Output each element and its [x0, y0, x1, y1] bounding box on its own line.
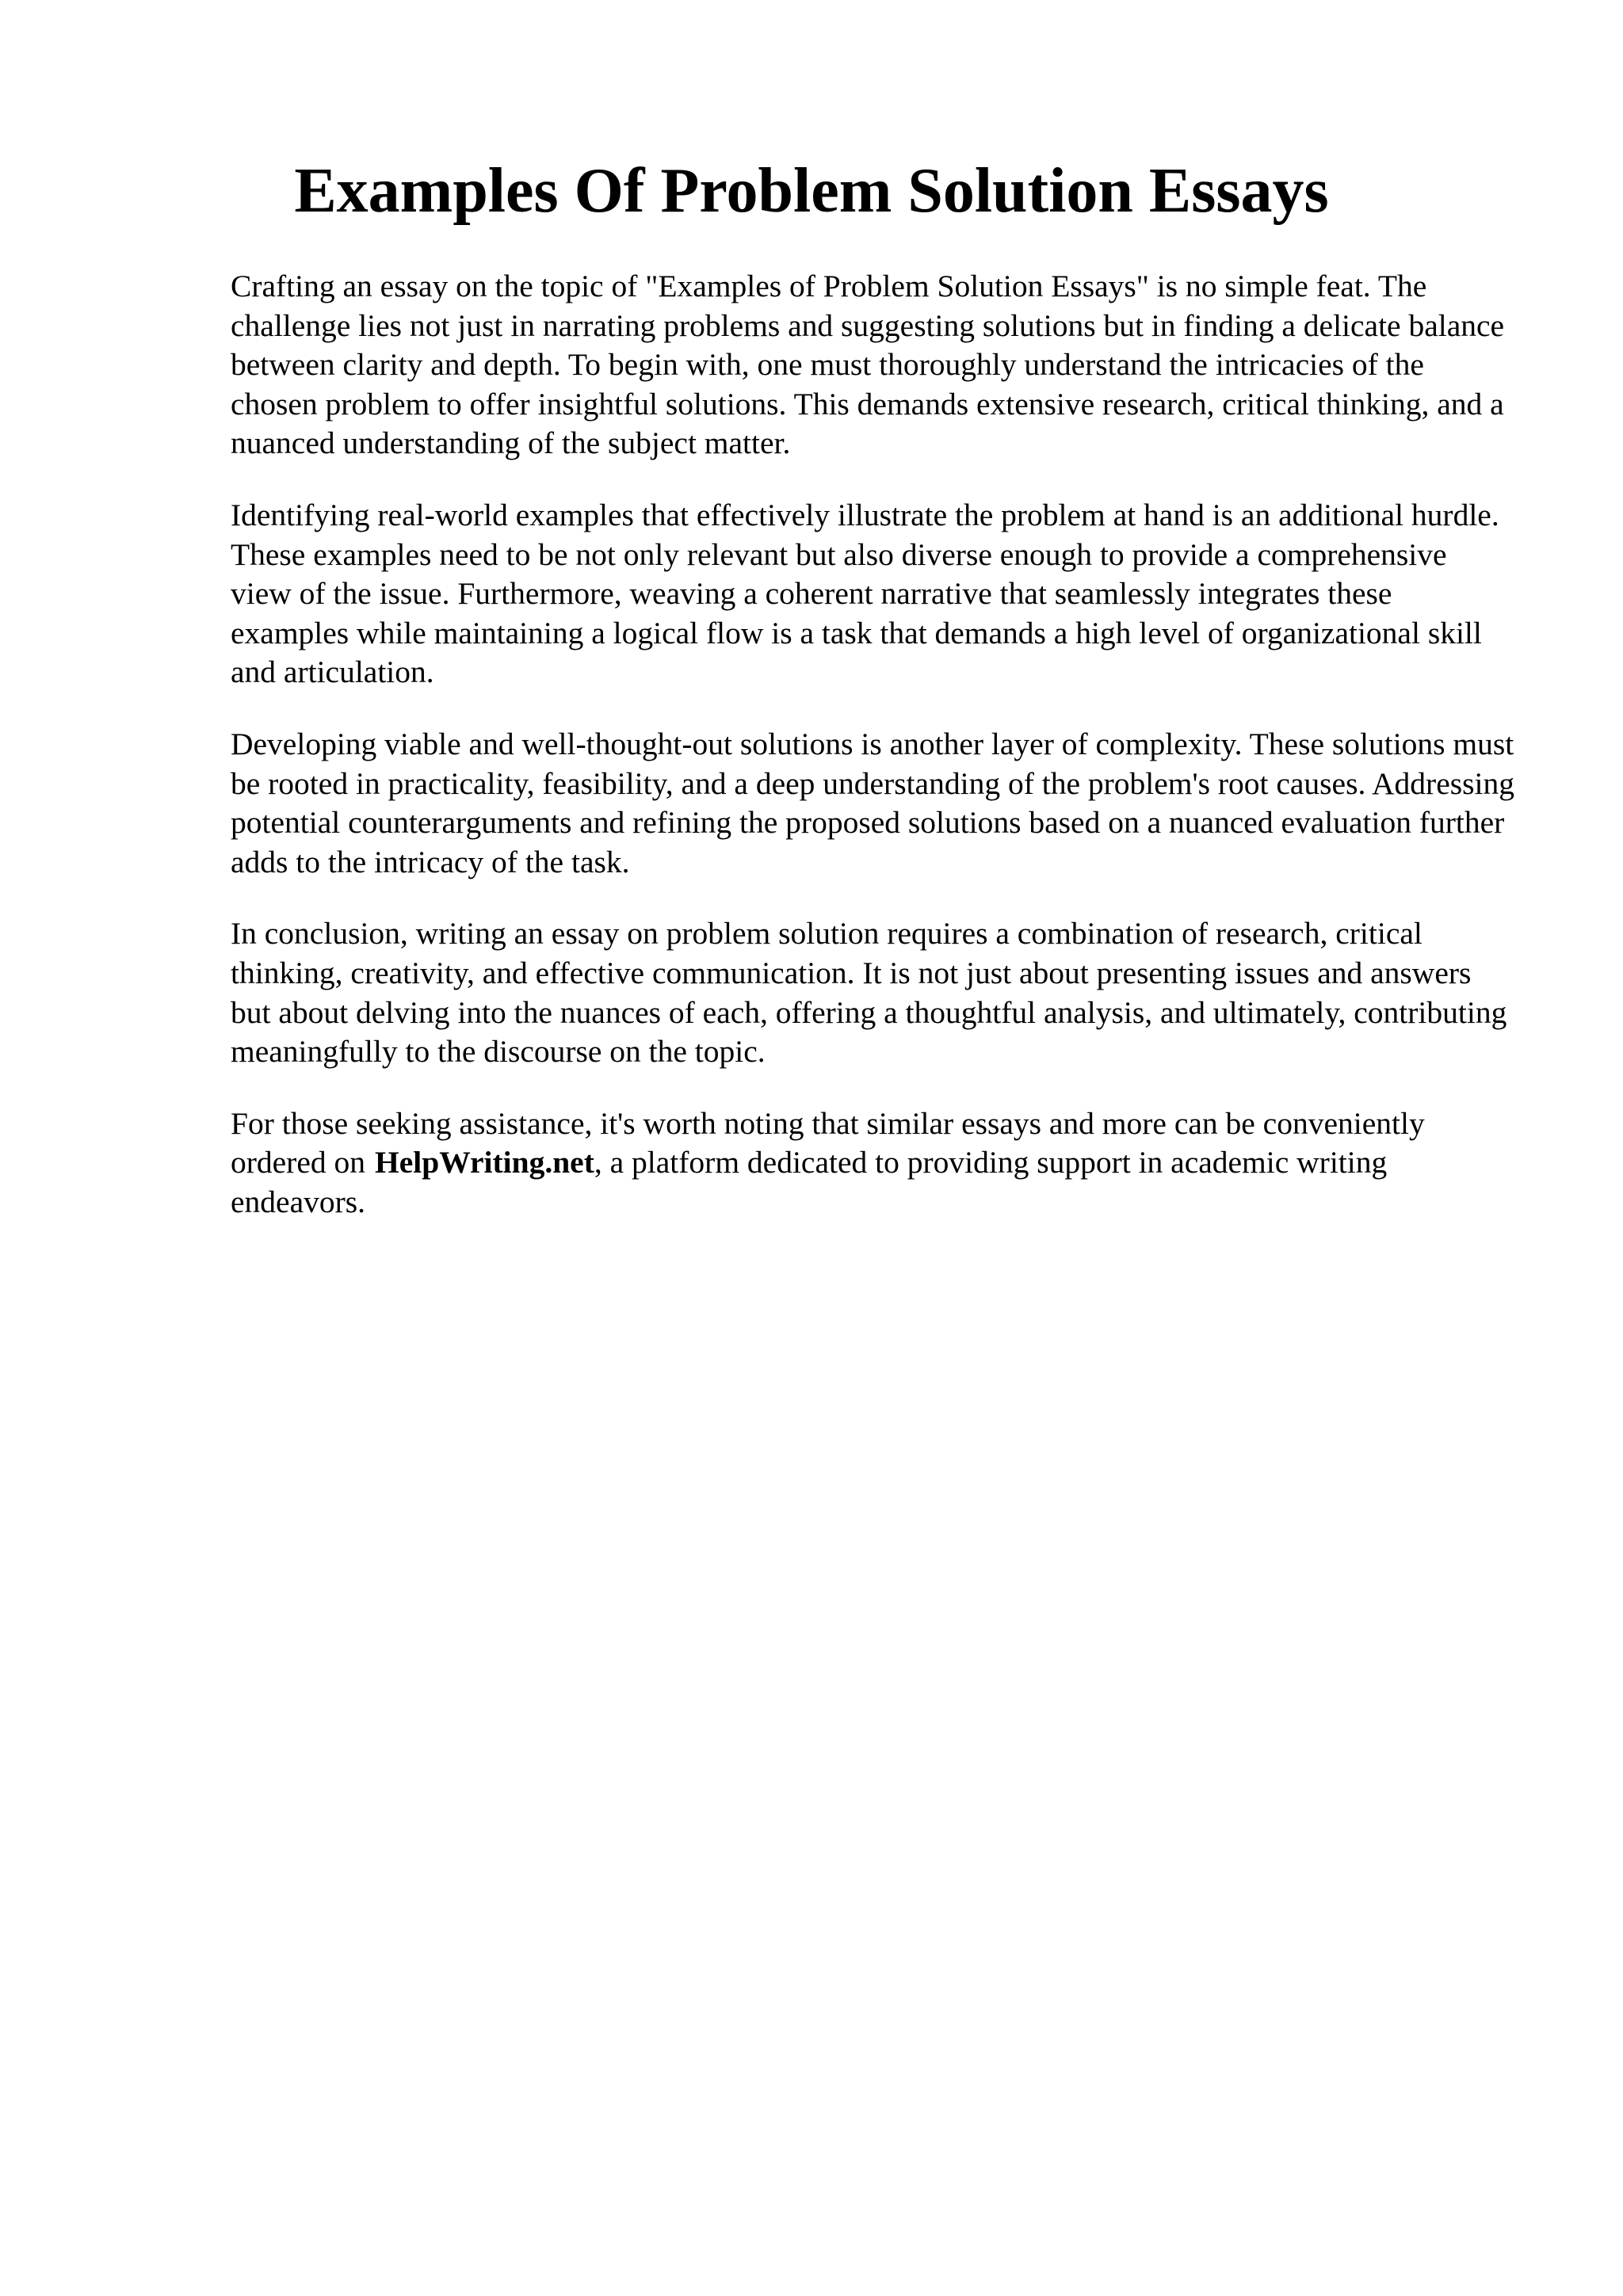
paragraph-4: In conclusion, writing an essay on problem solution requires a combination of research, critical thinking, creativity, and effective communication. It is not just about presenting issues and answers but about delving into the nuances of each, offering a thoughtful analysis, and ultimately, contributing meaningfully to the discourse on the topic.	[231, 916, 1507, 1070]
document-body	[231, 267, 1514, 1254]
document-title: Examples Of Problem Solution Essays	[294, 156, 1329, 226]
paragraph-1: Crafting an essay on the topic of "Examples of Problem Solution Essays" is no simple feat. The challenge lies not just in narrating problems and suggesting solutions but in finding a delicate balance between clarity and depth. To begin with, one must thoroughly understand the intricacies of the chosen problem to offer insightful solutions. This demands extensive research, critical thinking, and a nuanced understanding of the subject matter.	[231, 269, 1505, 461]
paragraph-2: Identifying real-world examples that effectively illustrate the problem at hand is an additional hurdle. These examples need to be not only relevant but also diverse enough to provide a comprehensive view of the issue. Furthermore, weaving a coherent narrative that seamlessly integrates these examples while maintaining a logical flow is a task that demands a high level of organizational skill and articulation.	[231, 497, 1499, 690]
paragraph-5-lead-text: For those seeking assistance, it's worth noting that similar essays and more can be conveniently ordered on	[231, 1105, 1425, 1180]
paragraph-5-trailing-text: , a platform dedicated to providing support in academic writing endeavors.	[231, 1145, 1388, 1219]
helpwriting-link[interactable]: HelpWriting.net	[375, 1145, 594, 1180]
paragraph-3: Developing viable and well-thought-out solutions is another layer of complexity. These solutions must be rooted in practicality, feasibility, and a deep understanding of the problem's root causes. Addressing potential counterarguments and refining the proposed solutions based on a nuanced evaluation further adds to the intricacy of the task.	[231, 726, 1514, 879]
paragraph-5	[231, 1104, 1514, 1222]
